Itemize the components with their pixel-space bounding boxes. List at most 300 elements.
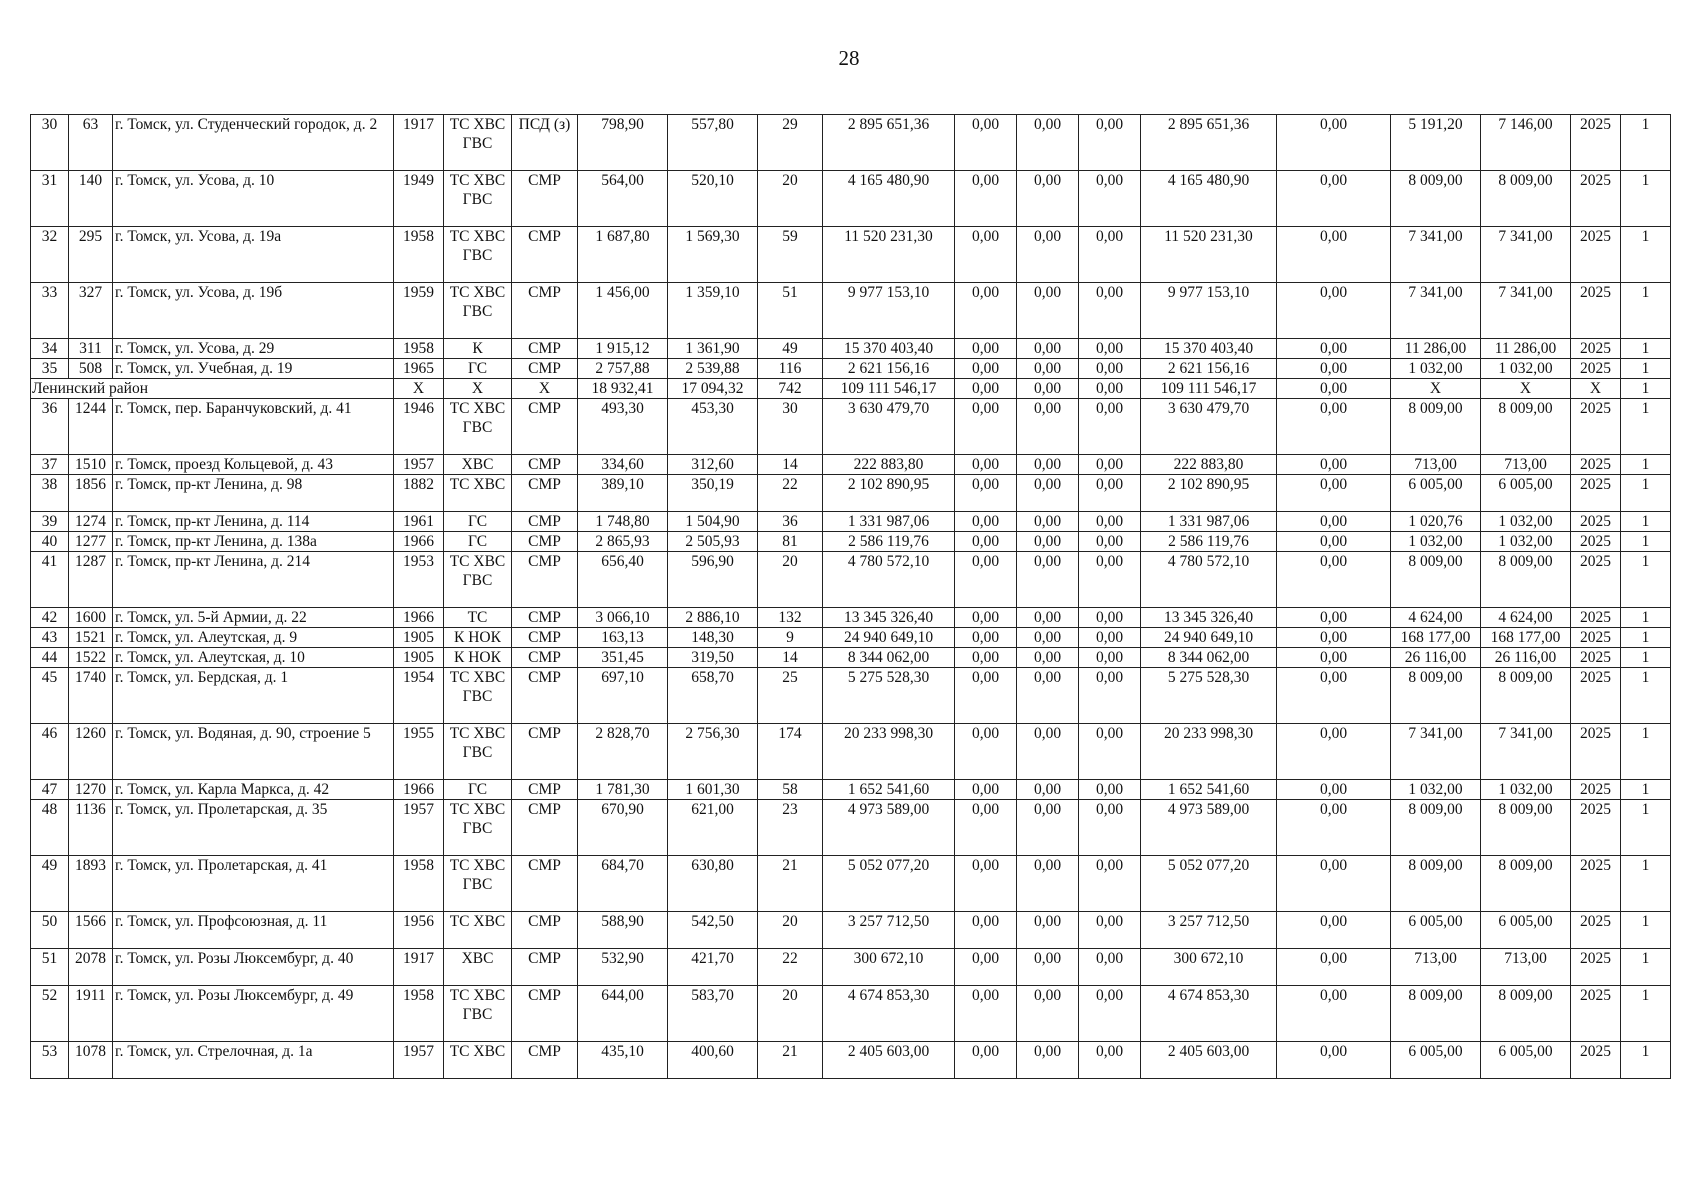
cell-plan-year: 2025 (1571, 283, 1621, 339)
cell-unit-cost: 713,00 (1391, 949, 1481, 986)
cell-fund-federal: 0,00 (955, 532, 1017, 552)
cell-residents: 21 (758, 856, 823, 912)
cell-area-residential: 148,30 (668, 628, 758, 648)
cell-year: 1955 (394, 724, 444, 780)
cell-work: СМР (512, 455, 578, 475)
table-row (31, 986, 1671, 1042)
cell-house-id: 1078 (69, 1042, 113, 1079)
cell-fund-regional: 0,00 (1017, 379, 1079, 399)
cell-fund-local: 0,00 (1079, 359, 1141, 379)
cell-way: 1 (1621, 668, 1671, 724)
cell-way: 1 (1621, 986, 1671, 1042)
cell-max-cost: 7 341,00 (1481, 227, 1571, 283)
cell-year: X (394, 379, 444, 399)
cell-fund-owners: 8 344 062,00 (1141, 648, 1277, 668)
cell-unit-cost: 8 009,00 (1391, 800, 1481, 856)
cell-residents: 25 (758, 668, 823, 724)
cell-type: ХВС (444, 455, 512, 475)
cell-area-residential: 1 569,30 (668, 227, 758, 283)
cell-way: 1 (1621, 1042, 1671, 1079)
cell-way: 1 (1621, 856, 1671, 912)
cell-house-id: 140 (69, 171, 113, 227)
cell-plan-year: 2025 (1571, 1042, 1621, 1079)
cell-plan-year: 2025 (1571, 552, 1621, 608)
cell-area-residential: 542,50 (668, 912, 758, 949)
cell-way: 1 (1621, 912, 1671, 949)
cell-fund-regional: 0,00 (1017, 1042, 1079, 1079)
cell-work: ПСД (з) (512, 115, 578, 171)
cell-fund-other: 0,00 (1277, 512, 1391, 532)
cell-area-residential: 2 756,30 (668, 724, 758, 780)
cell-residents: 49 (758, 339, 823, 359)
cell-fund-owners: 5 275 528,30 (1141, 668, 1277, 724)
cell-fund-owners: 222 883,80 (1141, 455, 1277, 475)
cell-number: 48 (31, 800, 69, 856)
cell-way: 1 (1621, 339, 1671, 359)
cell-number: 38 (31, 475, 69, 512)
cell-fund-owners: 2 586 119,76 (1141, 532, 1277, 552)
cell-fund-regional: 0,00 (1017, 800, 1079, 856)
cell-fund-local: 0,00 (1079, 608, 1141, 628)
cell-area-total: 656,40 (578, 552, 668, 608)
cell-number: 33 (31, 283, 69, 339)
cell-address: г. Томск, ул. Усова, д. 19б (113, 283, 394, 339)
cell-fund-regional: 0,00 (1017, 648, 1079, 668)
cell-work: СМР (512, 359, 578, 379)
cell-fund-local: 0,00 (1079, 552, 1141, 608)
cell-fund-federal: 0,00 (955, 724, 1017, 780)
cell-residents: 36 (758, 512, 823, 532)
cell-fund-owners: 109 111 546,17 (1141, 379, 1277, 399)
cell-fund-local: 0,00 (1079, 379, 1141, 399)
cell-fund-federal: 0,00 (955, 227, 1017, 283)
table-row (31, 800, 1671, 856)
cell-plan-year: 2025 (1571, 339, 1621, 359)
cell-type: ТС ХВС (444, 912, 512, 949)
cell-plan-year: 2025 (1571, 359, 1621, 379)
cell-unit-cost: 1 032,00 (1391, 359, 1481, 379)
cell-plan-year: 2025 (1571, 780, 1621, 800)
cell-address: г. Томск, ул. Усова, д. 19а (113, 227, 394, 283)
cell-number: 30 (31, 115, 69, 171)
cell-way: 1 (1621, 227, 1671, 283)
cell-plan-year: 2025 (1571, 115, 1621, 171)
cell-area-residential: 557,80 (668, 115, 758, 171)
cell-area-total: 588,90 (578, 912, 668, 949)
cell-cost-total: 109 111 546,17 (823, 379, 955, 399)
cell-house-id: 1270 (69, 780, 113, 800)
cell-year: 1959 (394, 283, 444, 339)
cell-unit-cost: 11 286,00 (1391, 339, 1481, 359)
cell-house-id: 1136 (69, 800, 113, 856)
cell-fund-other: 0,00 (1277, 475, 1391, 512)
cell-fund-federal: 0,00 (955, 986, 1017, 1042)
cell-type: ГС (444, 532, 512, 552)
cell-year: 1957 (394, 455, 444, 475)
cell-house-id: 1510 (69, 455, 113, 475)
cell-residents: 116 (758, 359, 823, 379)
cell-way: 1 (1621, 648, 1671, 668)
cell-max-cost: 1 032,00 (1481, 359, 1571, 379)
cell-way: 1 (1621, 379, 1671, 399)
cell-year: 1958 (394, 227, 444, 283)
cell-fund-owners: 3 257 712,50 (1141, 912, 1277, 949)
cell-area-residential: 319,50 (668, 648, 758, 668)
cell-type: ТС (444, 608, 512, 628)
cell-fund-other: 0,00 (1277, 628, 1391, 648)
table-row (31, 668, 1671, 724)
cell-year: 1957 (394, 800, 444, 856)
cell-area-total: 1 915,12 (578, 339, 668, 359)
cell-fund-regional: 0,00 (1017, 339, 1079, 359)
cell-type: ТС ХВС ГВС (444, 800, 512, 856)
cell-fund-local: 0,00 (1079, 1042, 1141, 1079)
cell-type: ТС ХВС ГВС (444, 227, 512, 283)
cell-work: СМР (512, 1042, 578, 1079)
cell-work: СМР (512, 912, 578, 949)
cell-plan-year: 2025 (1571, 532, 1621, 552)
cell-fund-owners: 11 520 231,30 (1141, 227, 1277, 283)
cell-fund-local: 0,00 (1079, 856, 1141, 912)
cell-residents: 20 (758, 912, 823, 949)
cell-plan-year: 2025 (1571, 455, 1621, 475)
cell-fund-regional: 0,00 (1017, 283, 1079, 339)
cell-area-total: 163,13 (578, 628, 668, 648)
cell-fund-regional: 0,00 (1017, 912, 1079, 949)
cell-way: 1 (1621, 171, 1671, 227)
cell-type: ГС (444, 359, 512, 379)
cell-unit-cost: 168 177,00 (1391, 628, 1481, 648)
cell-plan-year: 2025 (1571, 668, 1621, 724)
cell-cost-total: 2 405 603,00 (823, 1042, 955, 1079)
cell-type: ТС ХВС ГВС (444, 171, 512, 227)
cell-max-cost: 8 009,00 (1481, 552, 1571, 608)
cell-fund-regional: 0,00 (1017, 455, 1079, 475)
cell-unit-cost: 1 020,76 (1391, 512, 1481, 532)
table-body-upper (31, 115, 1671, 379)
cell-year: 1966 (394, 532, 444, 552)
cell-year: 1965 (394, 359, 444, 379)
cell-number: 46 (31, 724, 69, 780)
capital-repair-table (30, 114, 1671, 1079)
cell-area-total: 493,30 (578, 399, 668, 455)
cell-residents: 29 (758, 115, 823, 171)
cell-fund-owners: 4 973 589,00 (1141, 800, 1277, 856)
cell-fund-owners: 5 052 077,20 (1141, 856, 1277, 912)
cell-fund-other: 0,00 (1277, 800, 1391, 856)
cell-residents: 20 (758, 552, 823, 608)
cell-year: 1966 (394, 608, 444, 628)
cell-area-residential: 2 505,93 (668, 532, 758, 552)
cell-fund-federal: 0,00 (955, 668, 1017, 724)
cell-year: 1954 (394, 668, 444, 724)
cell-work: СМР (512, 475, 578, 512)
cell-plan-year: 2025 (1571, 986, 1621, 1042)
cell-year: 1961 (394, 512, 444, 532)
cell-cost-total: 4 973 589,00 (823, 800, 955, 856)
table-row (31, 399, 1671, 455)
cell-number: 40 (31, 532, 69, 552)
cell-fund-regional: 0,00 (1017, 628, 1079, 648)
cell-cost-total: 4 165 480,90 (823, 171, 955, 227)
cell-area-residential: 630,80 (668, 856, 758, 912)
cell-type: ТС ХВС (444, 1042, 512, 1079)
cell-way: 1 (1621, 800, 1671, 856)
cell-house-id: 1566 (69, 912, 113, 949)
cell-cost-total: 3 257 712,50 (823, 912, 955, 949)
cell-way: 1 (1621, 608, 1671, 628)
cell-residents: 30 (758, 399, 823, 455)
cell-cost-total: 5 052 077,20 (823, 856, 955, 912)
cell-area-residential: 312,60 (668, 455, 758, 475)
cell-unit-cost: 8 009,00 (1391, 986, 1481, 1042)
cell-way: 1 (1621, 628, 1671, 648)
cell-number: 50 (31, 912, 69, 949)
cell-number: 53 (31, 1042, 69, 1079)
cell-area-total: 435,10 (578, 1042, 668, 1079)
cell-fund-owners: 2 621 156,16 (1141, 359, 1277, 379)
cell-cost-total: 2 621 156,16 (823, 359, 955, 379)
cell-address: г. Томск, пр-кт Ленина, д. 214 (113, 552, 394, 608)
table-row (31, 532, 1671, 552)
cell-residents: 14 (758, 455, 823, 475)
cell-address: г. Томск, ул. 5-й Армии, д. 22 (113, 608, 394, 628)
cell-fund-local: 0,00 (1079, 912, 1141, 949)
cell-residents: 174 (758, 724, 823, 780)
cell-year: 1946 (394, 399, 444, 455)
cell-fund-federal: 0,00 (955, 359, 1017, 379)
cell-unit-cost: 7 341,00 (1391, 724, 1481, 780)
cell-address: г. Томск, ул. Розы Люксембург, д. 40 (113, 949, 394, 986)
cell-number: 36 (31, 399, 69, 455)
cell-fund-local: 0,00 (1079, 780, 1141, 800)
cell-work: СМР (512, 171, 578, 227)
cell-residents: 14 (758, 648, 823, 668)
cell-max-cost: 6 005,00 (1481, 1042, 1571, 1079)
cell-unit-cost: 26 116,00 (1391, 648, 1481, 668)
cell-fund-local: 0,00 (1079, 532, 1141, 552)
table-row (31, 780, 1671, 800)
cell-address: г. Томск, ул. Алеутская, д. 9 (113, 628, 394, 648)
cell-cost-total: 13 345 326,40 (823, 608, 955, 628)
cell-max-cost: 8 009,00 (1481, 171, 1571, 227)
cell-residents: 21 (758, 1042, 823, 1079)
cell-fund-federal: 0,00 (955, 512, 1017, 532)
cell-fund-local: 0,00 (1079, 283, 1141, 339)
cell-number: 47 (31, 780, 69, 800)
cell-area-residential: 520,10 (668, 171, 758, 227)
cell-type: ХВС (444, 949, 512, 986)
cell-number: 37 (31, 455, 69, 475)
cell-way: 1 (1621, 532, 1671, 552)
cell-way: 1 (1621, 115, 1671, 171)
cell-cost-total: 2 102 890,95 (823, 475, 955, 512)
cell-fund-other: 0,00 (1277, 399, 1391, 455)
cell-fund-local: 0,00 (1079, 512, 1141, 532)
cell-max-cost: 8 009,00 (1481, 668, 1571, 724)
cell-number: 41 (31, 552, 69, 608)
cell-fund-regional: 0,00 (1017, 668, 1079, 724)
cell-residents: 20 (758, 986, 823, 1042)
district-row (31, 379, 1671, 399)
cell-cost-total: 9 977 153,10 (823, 283, 955, 339)
cell-max-cost: X (1481, 379, 1571, 399)
cell-fund-other: 0,00 (1277, 359, 1391, 379)
cell-year: 1905 (394, 648, 444, 668)
cell-year: 1882 (394, 475, 444, 512)
cell-number: 45 (31, 668, 69, 724)
cell-plan-year: 2025 (1571, 512, 1621, 532)
cell-unit-cost: 8 009,00 (1391, 552, 1481, 608)
cell-year: 1958 (394, 339, 444, 359)
cell-fund-other: 0,00 (1277, 648, 1391, 668)
cell-plan-year: 2025 (1571, 648, 1621, 668)
cell-type: ТС ХВС ГВС (444, 986, 512, 1042)
table-row (31, 359, 1671, 379)
cell-fund-regional: 0,00 (1017, 227, 1079, 283)
cell-max-cost: 7 146,00 (1481, 115, 1571, 171)
cell-house-id: 508 (69, 359, 113, 379)
cell-area-residential: 621,00 (668, 800, 758, 856)
cell-fund-owners: 24 940 649,10 (1141, 628, 1277, 648)
cell-work: СМР (512, 949, 578, 986)
cell-fund-local: 0,00 (1079, 800, 1141, 856)
cell-fund-local: 0,00 (1079, 949, 1141, 986)
cell-address: г. Томск, ул. Студенческий городок, д. 2 (113, 115, 394, 171)
cell-unit-cost: 6 005,00 (1391, 912, 1481, 949)
cell-area-total: 670,90 (578, 800, 668, 856)
cell-fund-federal: 0,00 (955, 552, 1017, 608)
table-row (31, 949, 1671, 986)
cell-area-total: 798,90 (578, 115, 668, 171)
cell-unit-cost: 713,00 (1391, 455, 1481, 475)
cell-max-cost: 713,00 (1481, 455, 1571, 475)
cell-fund-owners: 15 370 403,40 (1141, 339, 1277, 359)
cell-unit-cost: 1 032,00 (1391, 780, 1481, 800)
cell-house-id: 1274 (69, 512, 113, 532)
cell-cost-total: 3 630 479,70 (823, 399, 955, 455)
cell-way: 1 (1621, 475, 1671, 512)
cell-address: г. Томск, пр-кт Ленина, д. 114 (113, 512, 394, 532)
cell-unit-cost: X (1391, 379, 1481, 399)
cell-way: 1 (1621, 724, 1671, 780)
cell-fund-other: 0,00 (1277, 780, 1391, 800)
cell-fund-local: 0,00 (1079, 724, 1141, 780)
cell-house-id: 1911 (69, 986, 113, 1042)
cell-max-cost: 8 009,00 (1481, 856, 1571, 912)
cell-fund-federal: 0,00 (955, 628, 1017, 648)
table-row (31, 475, 1671, 512)
cell-fund-federal: 0,00 (955, 856, 1017, 912)
cell-area-residential: 2 539,88 (668, 359, 758, 379)
cell-area-total: 1 748,80 (578, 512, 668, 532)
cell-residents: 81 (758, 532, 823, 552)
cell-residents: 51 (758, 283, 823, 339)
cell-year: 1966 (394, 780, 444, 800)
cell-area-total: 564,00 (578, 171, 668, 227)
cell-house-id: 327 (69, 283, 113, 339)
cell-fund-local: 0,00 (1079, 171, 1141, 227)
cell-fund-local: 0,00 (1079, 399, 1141, 455)
cell-residents: 9 (758, 628, 823, 648)
cell-area-total: 697,10 (578, 668, 668, 724)
cell-cost-total: 300 672,10 (823, 949, 955, 986)
cell-residents: 742 (758, 379, 823, 399)
cell-house-id: 1277 (69, 532, 113, 552)
table-row (31, 512, 1671, 532)
cell-work: СМР (512, 399, 578, 455)
cell-fund-owners: 20 233 998,30 (1141, 724, 1277, 780)
cell-plan-year: 2025 (1571, 608, 1621, 628)
cell-number: 34 (31, 339, 69, 359)
cell-fund-local: 0,00 (1079, 115, 1141, 171)
cell-type: К НОК (444, 628, 512, 648)
cell-fund-federal: 0,00 (955, 648, 1017, 668)
table-row (31, 455, 1671, 475)
cell-fund-regional: 0,00 (1017, 986, 1079, 1042)
cell-area-residential: 1 359,10 (668, 283, 758, 339)
cell-fund-local: 0,00 (1079, 628, 1141, 648)
cell-fund-regional: 0,00 (1017, 475, 1079, 512)
cell-fund-other: 0,00 (1277, 339, 1391, 359)
cell-fund-regional: 0,00 (1017, 532, 1079, 552)
cell-work: СМР (512, 283, 578, 339)
cell-number: 52 (31, 986, 69, 1042)
cell-work: СМР (512, 512, 578, 532)
cell-area-total: 334,60 (578, 455, 668, 475)
cell-max-cost: 1 032,00 (1481, 780, 1571, 800)
district-subtotal (31, 379, 1671, 399)
table-row (31, 648, 1671, 668)
cell-area-residential: 2 886,10 (668, 608, 758, 628)
table-row (31, 283, 1671, 339)
cell-work: СМР (512, 668, 578, 724)
cell-plan-year: 2025 (1571, 171, 1621, 227)
cell-type: К НОК (444, 648, 512, 668)
cell-area-total: 1 687,80 (578, 227, 668, 283)
cell-address: г. Томск, ул. Учебная, д. 19 (113, 359, 394, 379)
cell-fund-owners: 9 977 153,10 (1141, 283, 1277, 339)
cell-residents: 22 (758, 949, 823, 986)
cell-cost-total: 8 344 062,00 (823, 648, 955, 668)
cell-work: СМР (512, 724, 578, 780)
cell-residents: 23 (758, 800, 823, 856)
table-row (31, 608, 1671, 628)
cell-cost-total: 4 780 572,10 (823, 552, 955, 608)
cell-fund-regional: 0,00 (1017, 115, 1079, 171)
cell-fund-owners: 2 895 651,36 (1141, 115, 1277, 171)
cell-way: 1 (1621, 359, 1671, 379)
cell-fund-federal: 0,00 (955, 800, 1017, 856)
cell-unit-cost: 8 009,00 (1391, 399, 1481, 455)
cell-max-cost: 1 032,00 (1481, 512, 1571, 532)
cell-type: ГС (444, 780, 512, 800)
cell-residents: 132 (758, 608, 823, 628)
cell-max-cost: 7 341,00 (1481, 724, 1571, 780)
cell-area-residential: 17 094,32 (668, 379, 758, 399)
cell-max-cost: 8 009,00 (1481, 399, 1571, 455)
cell-fund-owners: 1 331 987,06 (1141, 512, 1277, 532)
page-number: 28 (838, 46, 860, 70)
table-row (31, 1042, 1671, 1079)
cell-address: г. Томск, ул. Пролетарская, д. 35 (113, 800, 394, 856)
cell-fund-other: 0,00 (1277, 379, 1391, 399)
cell-max-cost: 168 177,00 (1481, 628, 1571, 648)
cell-residents: 20 (758, 171, 823, 227)
cell-work: СМР (512, 648, 578, 668)
cell-work: СМР (512, 628, 578, 648)
cell-house-id: 1856 (69, 475, 113, 512)
